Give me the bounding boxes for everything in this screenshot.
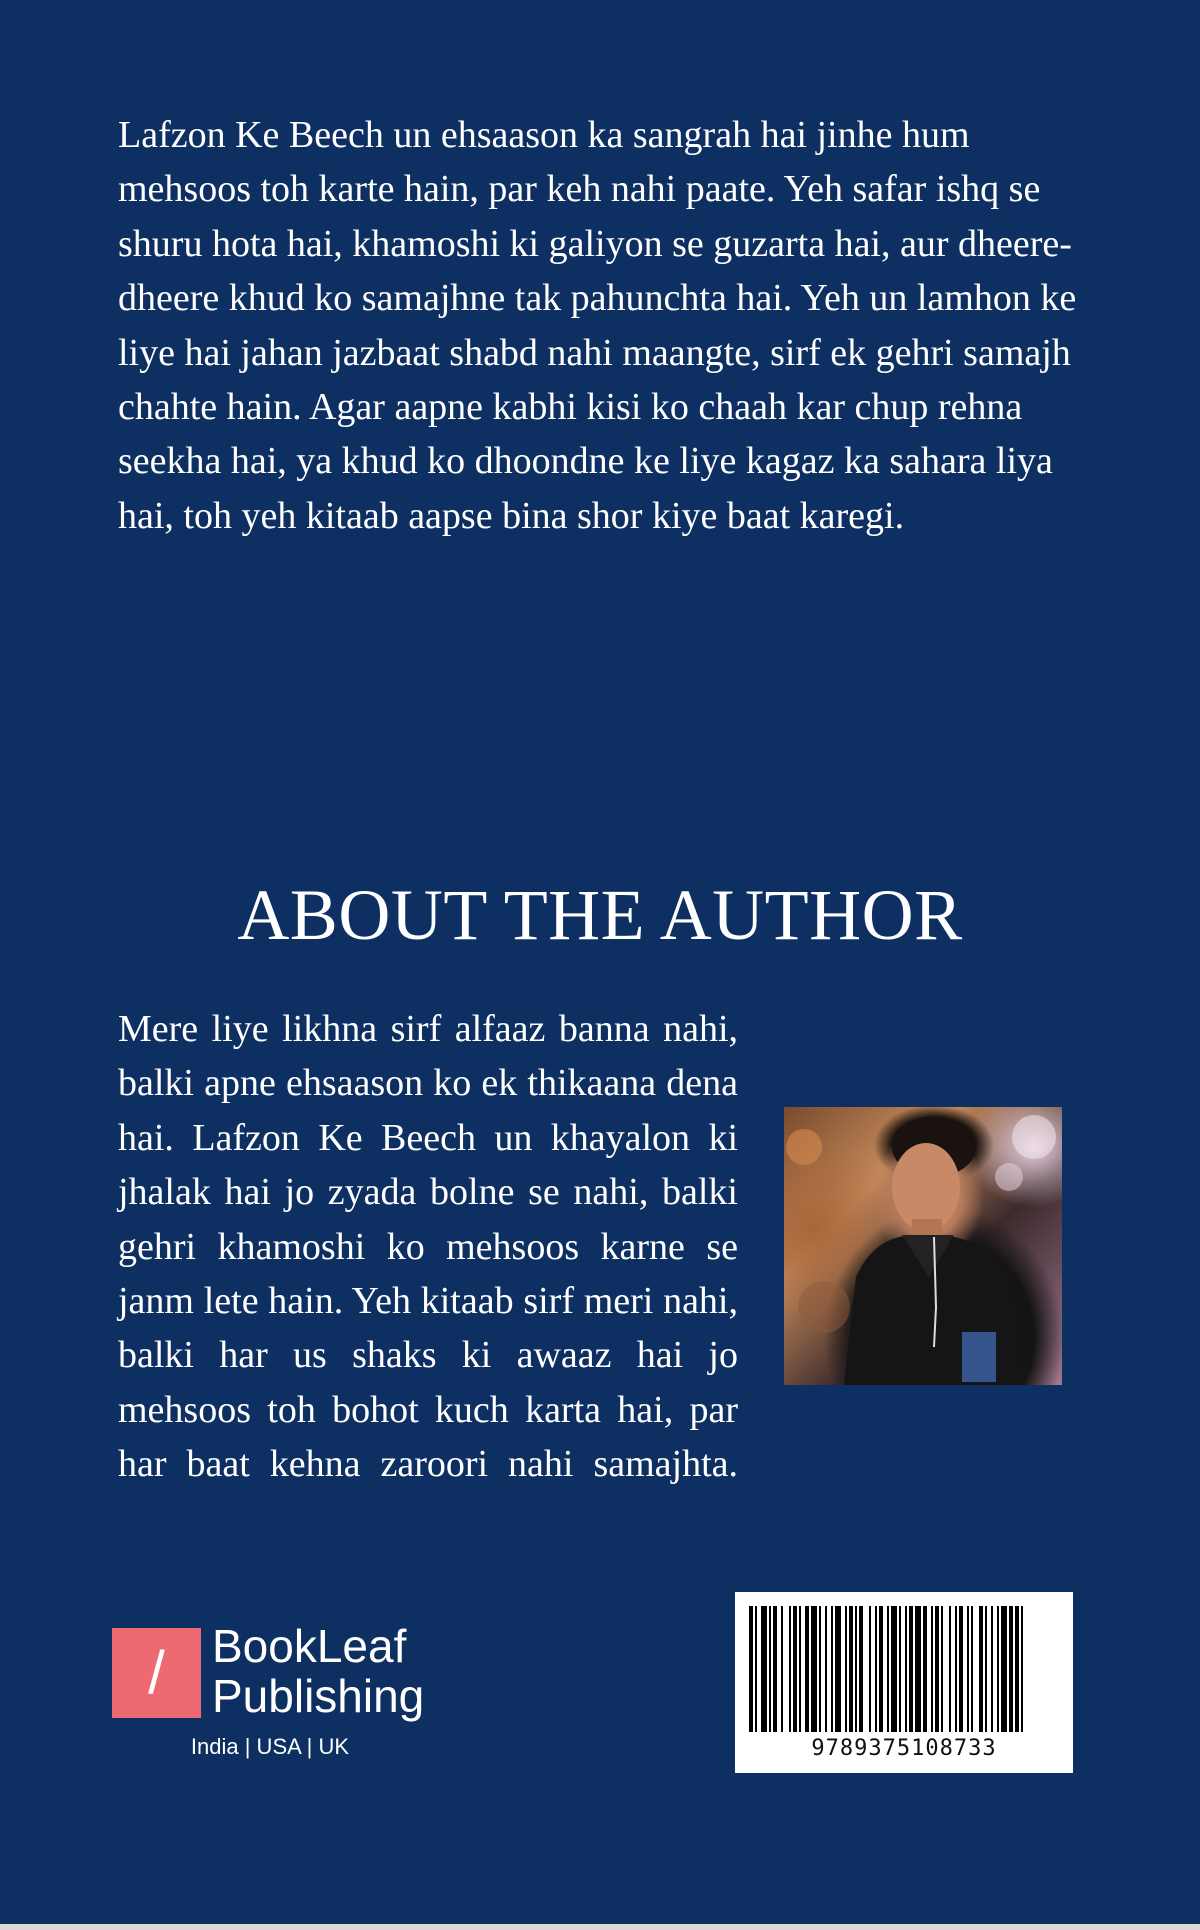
slash-icon: / — [148, 1639, 165, 1706]
barcode-bar — [923, 1606, 927, 1732]
barcode-bar — [879, 1606, 883, 1732]
barcode-bar — [781, 1606, 783, 1732]
barcode-bar — [825, 1606, 827, 1732]
publisher-regions: India | USA | UK — [190, 1734, 350, 1759]
about-author-heading: ABOUT THE AUTHOR — [237, 875, 963, 955]
barcode-bar — [799, 1606, 801, 1732]
barcode-bar — [755, 1606, 757, 1732]
barcode-bar — [979, 1606, 983, 1732]
author-photo-illustration — [784, 1107, 1062, 1385]
barcode-bar — [959, 1606, 963, 1732]
barcode-bar — [985, 1606, 987, 1732]
barcode-bar — [869, 1606, 871, 1732]
barcode-bar — [835, 1606, 841, 1732]
publisher-logo-mark — [112, 1628, 201, 1718]
barcode-bar — [749, 1606, 753, 1732]
barcode-bar — [773, 1606, 777, 1732]
barcode-bar — [849, 1606, 853, 1732]
barcode-bar — [789, 1606, 791, 1732]
barcode-bar — [887, 1606, 889, 1732]
barcode-bar — [931, 1606, 933, 1732]
barcode-bar — [991, 1606, 993, 1732]
barcode-bar — [905, 1606, 907, 1732]
barcode-bar — [997, 1606, 999, 1732]
barcode-bar — [1009, 1606, 1013, 1732]
barcode-bar — [811, 1606, 817, 1732]
barcode-bar — [875, 1606, 877, 1732]
barcode-bar — [819, 1606, 821, 1732]
barcode-bar — [769, 1606, 771, 1732]
publisher-name-line1: BookLeaf — [212, 1620, 407, 1672]
barcode-bar — [949, 1606, 951, 1732]
barcode-bar — [955, 1606, 957, 1732]
barcode-bar — [1001, 1606, 1007, 1732]
barcode-bar — [793, 1606, 797, 1732]
barcode-bar — [859, 1606, 863, 1732]
bottom-edge — [0, 1924, 1200, 1930]
barcode-bar — [845, 1606, 847, 1732]
barcode-bar — [1021, 1606, 1023, 1732]
barcode-bar — [1015, 1606, 1019, 1732]
barcode-bar — [941, 1606, 943, 1732]
isbn-barcode — [735, 1592, 1073, 1773]
barcode-bar — [805, 1606, 809, 1732]
book-blurb: Lafzon Ke Beech un ehsaason ka sangrah hai jinhe hum mehsoos toh karte hain, par keh nahi paate. Yeh safar ishq se shuru hota hai, khamoshi ki galiyon se guzarta hai, aur dheere-dheere khud ko samajhne tak pahunchta hai. Yeh un lamhon ke liye hai jahan jazbaat shabd nahi maangte, sirf ek gehri samajh chahte hain. Agar aapne kabhi kisi ko chaah kar chup rehna seekha hai, ya khud ko dhoondne ke liye kagaz ka sahara liya hai, toh yeh kitaab aapse bina shor kiye baat karegi. — [118, 114, 1077, 537]
barcode-bar — [935, 1606, 939, 1732]
barcode-bar — [891, 1606, 897, 1732]
barcode-bar — [915, 1606, 921, 1732]
publisher-logo — [112, 1620, 452, 1778]
publisher-name-line2: Publishing — [212, 1670, 425, 1722]
author-bio: Mere liye likhna sirf alfaaz banna nahi, balki apne ehsaason ko ek thikaana dena hai. Lafzon Ke Beech un khayalon ki jhalak hai jo zyada bolne se nahi, balki gehri khamoshi ko mehsoos karne se janm lete hain. Yeh kitaab sirf meri nahi, balki har us shaks ki awaaz hai jo mehsoos toh bohot kuch karta hai, par har baat kehna zaroori nahi samajhta. — [118, 1008, 738, 1486]
author-photo — [784, 1107, 1062, 1385]
barcode-bar — [855, 1606, 857, 1732]
barcode-bar — [909, 1606, 913, 1732]
barcode-bar — [761, 1606, 767, 1732]
barcode-bar — [967, 1606, 969, 1732]
isbn-number: 9789375108733 — [811, 1736, 997, 1761]
barcode-bar — [971, 1606, 973, 1732]
barcode-bar — [831, 1606, 833, 1732]
barcode-bar — [899, 1606, 901, 1732]
